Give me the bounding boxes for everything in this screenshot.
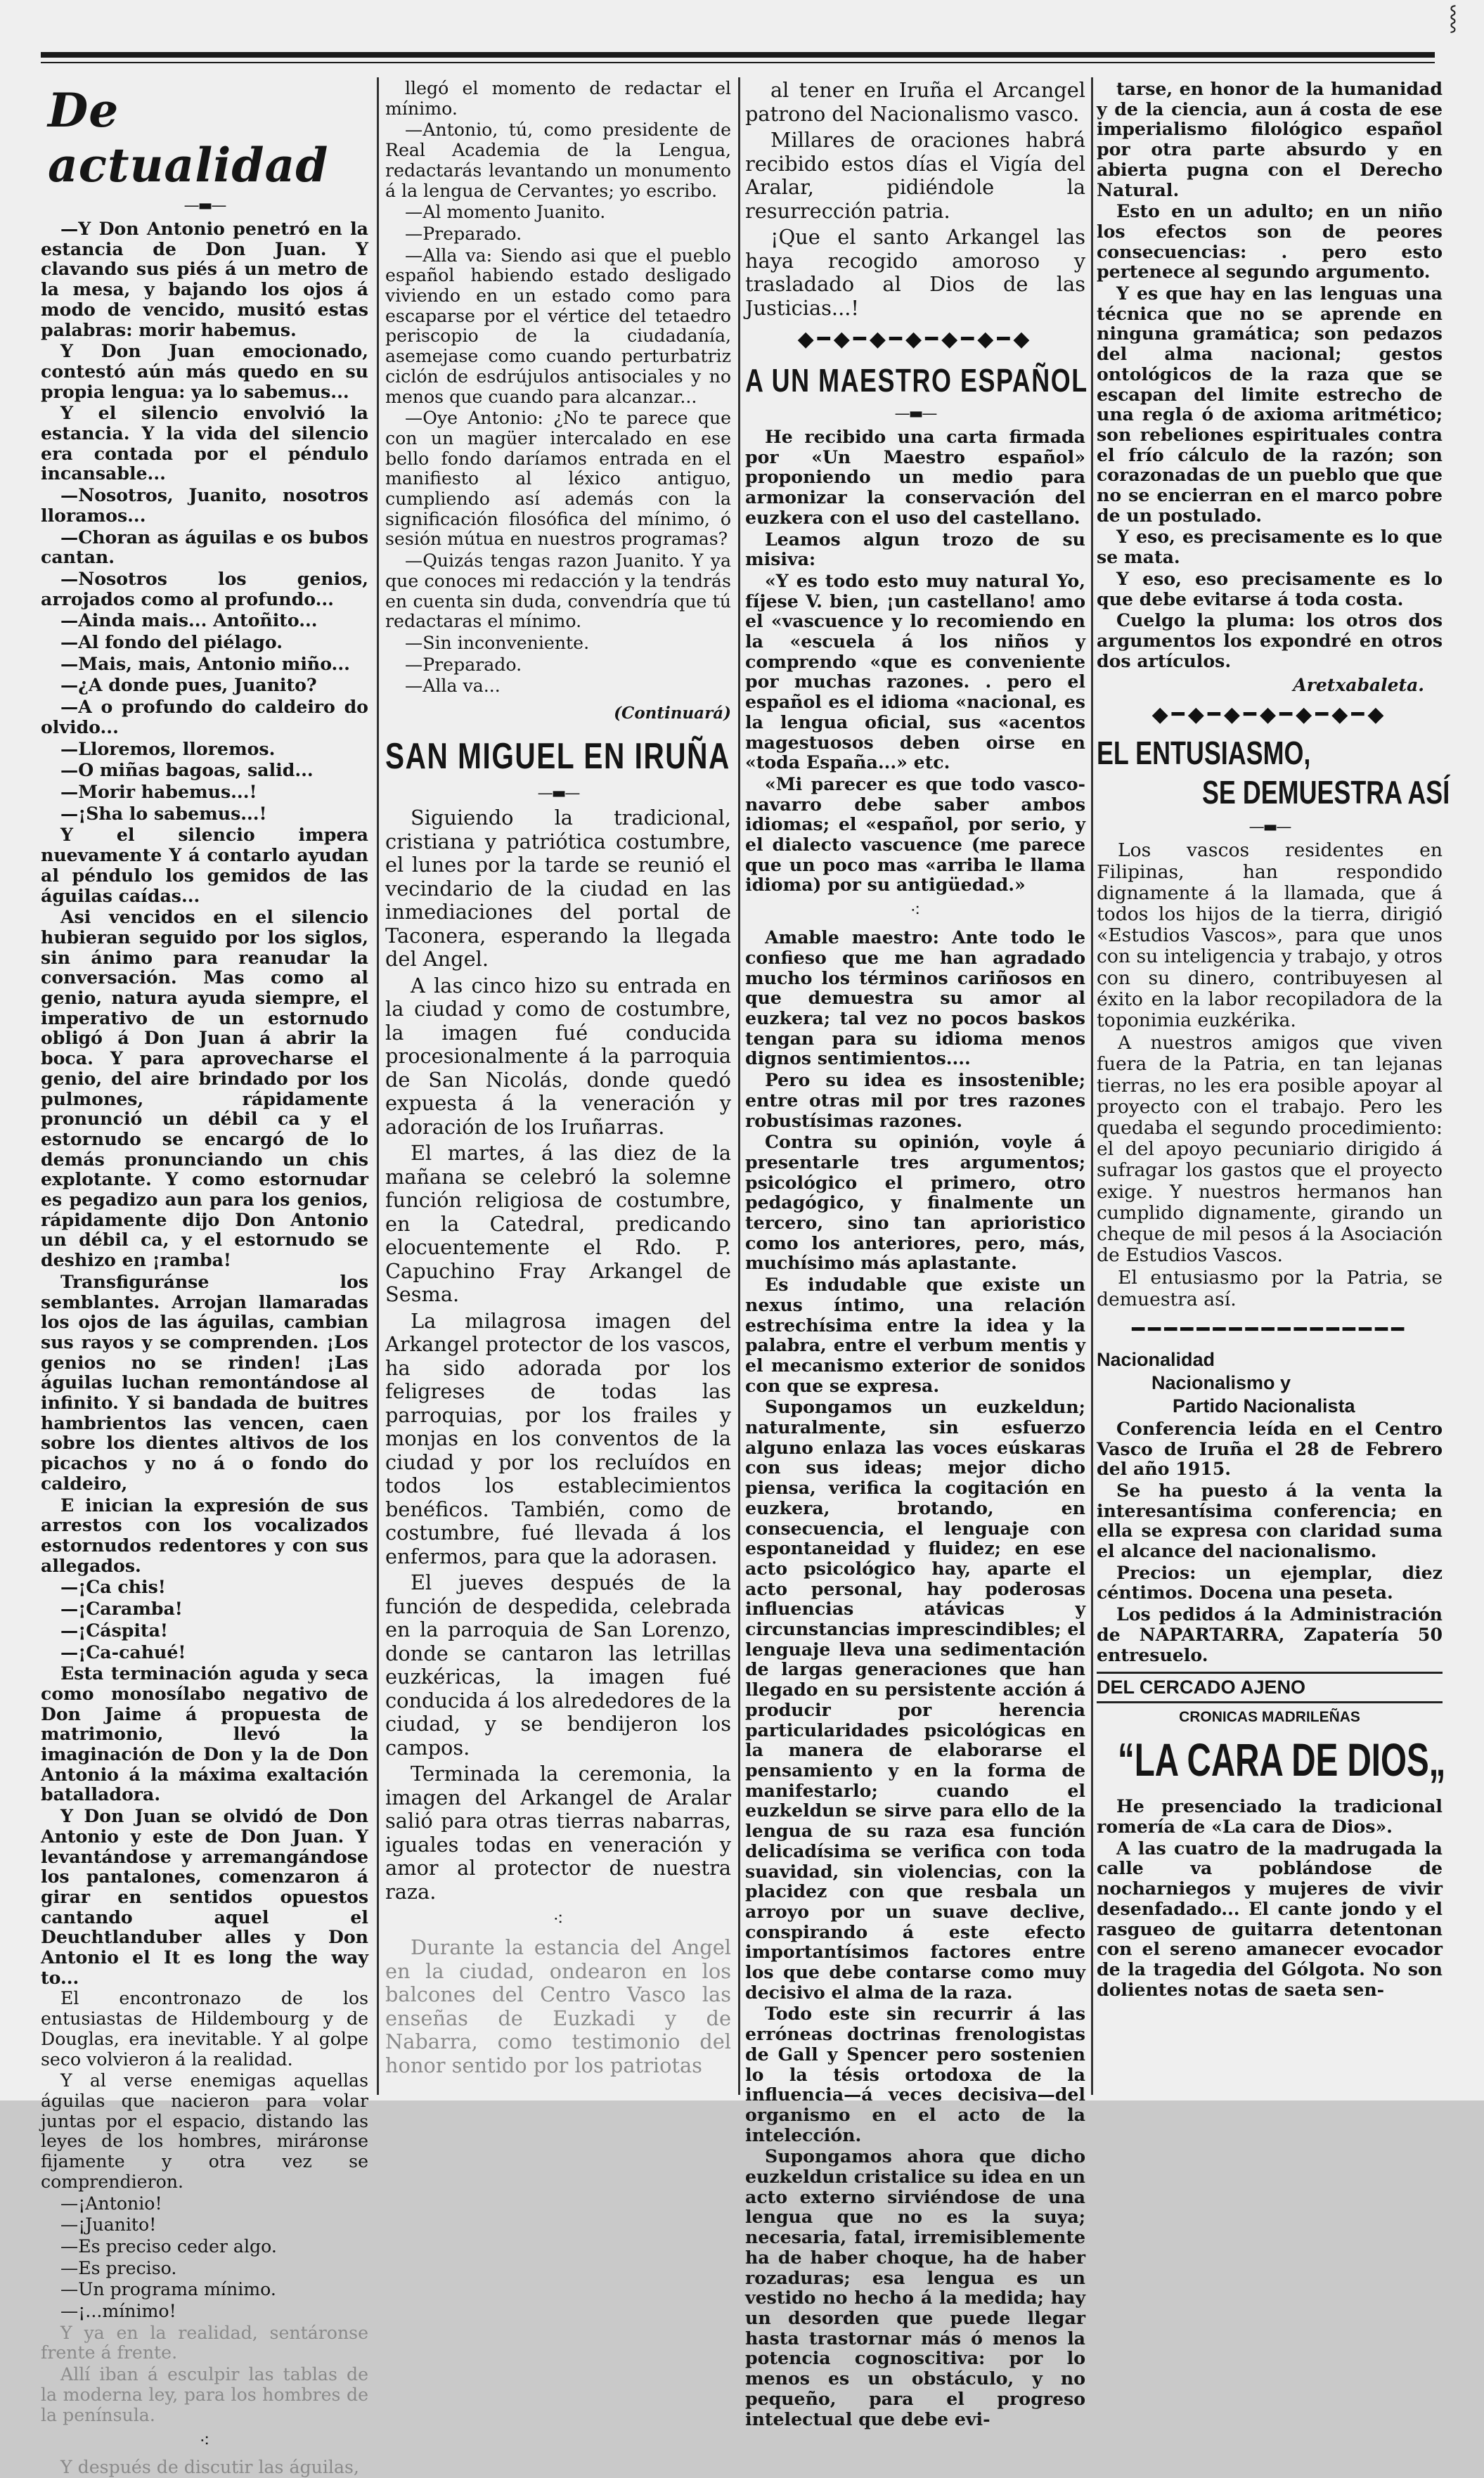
paragraph: —Preparado.	[405, 654, 522, 675]
paragraph: Conferencia leída en el Centro Vasco de Iruña el 28 de Febrero del año 1915.	[1097, 1417, 1443, 1480]
separator-dots: ⁖	[553, 1909, 564, 1931]
paragraph: —¡Antonio!	[60, 2193, 162, 2214]
paragraph: Y eso, es precisamente es lo que se mata.	[1097, 526, 1443, 568]
separator-dots: ⁖	[199, 2431, 210, 2453]
paragraph: El entusiasmo por la Patria, se demuestra así.	[1097, 1267, 1443, 1310]
author-signature: Aretxabaleta.	[1293, 675, 1424, 696]
paragraph: —Mais, mais, Antonio miño...	[60, 652, 350, 674]
paragraph: Leamos algun trozo de su misiva:	[745, 528, 1085, 570]
ornament-rule: ◆━◆━◆━◆━◆━◆━◆	[1151, 702, 1388, 728]
section-kicker: CRONICAS MADRILEÑAS	[1179, 1709, 1360, 1726]
column-2	[385, 79, 731, 2093]
paragraph: —Ainda mais... Antoñito...	[60, 609, 318, 631]
title-dash-ornament: —▬—	[1249, 818, 1291, 837]
paragraph: El encontronazo de los entusiastas de Hildembourg y de Douglas, era inevitable. Y al golpe seco volvieron á la realidad.	[41, 1988, 368, 2070]
paragraph: —Antonio, tú, como presidente de Real Academia de la Lengua, redactarás levantando un monumento á la lengua de Cervantes; yo escribo.	[385, 120, 731, 201]
paragraph: —Alla va: Siendo asi que el pueblo español habiendo estado desligado viviendo en un estado como para escaparse por el vértice del tetaedro periscopio de la ciudadanía, asemejase como cuando perturbatriz ciclón de esdrújulos antisociales y no menos que cuando para alcanzar...	[385, 245, 731, 407]
paragraph: ¡Que el santo Arkangel las haya recogido amoroso y trasladado al Dios de las Justicias...!	[745, 225, 1085, 320]
paragraph: —Y Don Antonio penetró en la estancia de Don Juan. Y clavando sus piés á un metro de la mesa, y bajando los ojos á modo de vencido, musitó estas palabras: morir habemus.	[41, 218, 368, 340]
paragraph: Y Don Juan emocionado, contestó aún más quedo en su propia lengua: ya lo sabemus...	[41, 340, 368, 402]
paragraph: —Oye Antonio: ¿No te parece que con un magüer intercalado en ese bello fondo daríamos entrada en el manifiesto al léxico antiguo, cumpliendo así además con la significación filosófica del mínimo, ó sesión mútua en nuestros programas?	[385, 408, 731, 550]
paragraph: Se ha puesto á la venta la interesantísima conferencia; en ella se expresa con claridad suma el alcance del nacionalismo.	[1097, 1479, 1443, 1562]
paragraph: llegó el momento de redactar el mínimo.	[385, 78, 731, 119]
paragraph: La milagrosa imagen del Arkangel protector de los vascos, ha sido adorada por los feligreses de todas las parroquias, por los frailes y monjas en los conventos de la ciudad y por los recluídos en todos los establecimientos benéficos. También, como de costumbre, fué llevada á los enfermos, para que la adorasen.	[385, 1308, 731, 1568]
paragraph: —Al fondo del piélago.	[60, 631, 283, 653]
paragraph: Amable maestro: Ante todo le confieso que me han agradado mucho los términos cariñosos en que demuestra su amor al euzkera; tal vez no pocos baskos tengan para su idioma menos dignos sentimientos....	[745, 927, 1085, 1069]
masthead-rule-thin	[41, 62, 1435, 63]
paragraph: —Alla va...	[405, 676, 501, 697]
column-divider	[1091, 77, 1093, 2095]
paragraph: —Un programa mínimo.	[60, 2279, 276, 2300]
paragraph: Todo este sin recurrir á las erróneas doctrinas frenologistas de Gall y Spencer pero sostenien lo la tésis ortodoxa de la influencia—á veces decisiva—del organismo en el acto de la intelección.	[745, 2003, 1085, 2145]
paragraph: —Quizás tengas razon Juanito. Y ya que conoces mi redacción y la tendrás en cuenta sin duda, convendría que tú redactaras el mínimo.	[385, 550, 731, 632]
paragraph: —¡Juanito!	[60, 2214, 157, 2235]
paragraph: Allí iban á esculpir las tablas de la moderna ley, para los hombres de la península.	[41, 2364, 368, 2425]
article-title-actualidad: De actualidad	[48, 83, 329, 193]
paragraph: A las cinco hizo su entrada en la ciudad y como de costumbre, la imagen fué conducida procesionalmente á la parroquia de San Nicolás, donde quedó expuesta á la veneración y adoración de los Iruñarras.	[385, 973, 731, 1139]
paragraph: —Al momento Juanito.	[405, 202, 606, 223]
paragraph: El martes, á las diez de la mañana se celebró la solemne función religiosa de costumbre, en la Catedral, predicando elocuentemente el Rdo. P. Capuchino Fray Arkangel de Sesma.	[385, 1141, 731, 1307]
article-title-maestro: A UN MAESTRO ESPAÑOL	[745, 362, 1088, 399]
paragraph: —O miñas bagoas, salid...	[60, 759, 314, 781]
notice-heading: Nacionalismo y	[1151, 1372, 1291, 1393]
paragraph: —¡Cáspita!	[60, 1619, 168, 1641]
paragraph: —¡Caramba!	[60, 1598, 183, 1620]
paragraph: Pero su idea es insostenible; entre otras mil por tres razones robustísimas razones.	[745, 1069, 1085, 1131]
paragraph: —Nosotros los genios, arrojados como al profundo...	[41, 567, 368, 609]
paragraph: Y Don Juan se olvidó de Don Antonio y este de Don Juan. Y levantándose y arremangándose los pantalones, comenzaron á girar en sentidos opuestos cantando aquel el Deuchtlanduber alles y Don Antonio el It es long the way to...	[41, 1805, 368, 1988]
paragraph: Es indudable que existe un nexus íntimo, una relación estrechísima entre la idea y la palabra, entre el verbum mentis y el mecanismo exterior de sonidos con que se expresa.	[745, 1274, 1085, 1396]
paragraph: Y al verse enemigas aquellas águilas que nacieron para volar juntas por el espacio, distando las leyes de los hombres, miráronse fijamente y otra vez se comprendieron.	[41, 2070, 368, 2192]
title-dash-ornament: —▬—	[183, 197, 226, 214]
paragraph: He presenciado la tradicional romería de «La cara de Dios».	[1097, 1795, 1443, 1837]
column-1	[41, 79, 368, 2478]
ornament-rule: ◆━◆━◆━◆━◆━◆━◆	[797, 327, 1033, 351]
paragraph: —¡Ca chis!	[60, 1576, 166, 1598]
paragraph: —¡Sha lo sabemus...!	[60, 802, 267, 824]
paragraph: Contra su opinión, voyle á presentarle tres argumentos; psicológico el primero, otro pedagógico, y finalmente un tercero, sino tan aprioristico como los anteriores, pero, más, muchísimo más aplastante.	[745, 1131, 1085, 1274]
paragraph: Y el silencio envolvió la estancia. Y la vida del silencio era contada por el péndulo incansable...	[41, 402, 368, 484]
paragraph: Durante la estancia del Angel en la ciudad, ondearon en los balcones del Centro Vasco las enseñas de Euzkadi y de Nabarra, como testimonio del honor sentido por los patriotas	[385, 1935, 731, 2077]
paragraph: He recibido una carta firmada por «Un Maestro español» proponiendo un medio para armonizar la conservación del euzkera con el uso del castellano.	[745, 426, 1085, 528]
masthead-rule	[41, 52, 1435, 58]
paragraph: Y ya en la realidad, sentáronse frente á frente.	[41, 2322, 368, 2363]
paragraph: Supongamos un euzkeldun; naturalmente, sin esfuerzo alguno enlaza las voces eúskaras con sus ideas; mejor dicho piensa, verifica la cogitación en euzkera, brotando, en consecuencia, el lenguaje con espontaneidad y fluidez; en ese acto psicológico hay, aparte el acto personal, hay poderosas influencias atávicas y circunstancias imprescindibles; el lenguaje lleva una sedimentación de largas generaciones que han llegado en su persistente acción á producir por herencia particularidades psicológicas en la manera de elaborarse el pensamiento y en la forma de manifestarlo; cuando el euzkeldun se sirve para ello de la lengua de su raza esa función delicadísima se verifica con toda suavidad, sin violencias, con la placidez con que resbala un arroyo por un suave declive, conspirando á este efecto importantísimos factores entre los que debe contarse como muy decisivo el alma de la raza.	[745, 1396, 1085, 2003]
article-title-entusiasmo-line2: SE DEMUESTRA ASÍ	[1202, 774, 1450, 811]
paragraph: —¿A donde pues, Juanito?	[60, 674, 317, 696]
continued-note: (Continuará)	[614, 704, 731, 723]
paragraph: Los pedidos á la Administración de NAPARTARRA, Zapatería 50 entresuelo.	[1097, 1603, 1443, 1665]
separator-dots: ⁖	[910, 901, 921, 922]
paragraph: Y el silencio impera nuevamente Y á contarlo ayudan al péndulo los gemidos de las águilas caídas...	[41, 824, 368, 906]
paragraph: Esta terminación aguda y seca como monosílabo negativo de Don Jaime á propuesta de matrimonio, llevó la imaginación de Don y la de Don Antonio á la máxima exaltación batalladora.	[41, 1663, 368, 1805]
paragraph: Asi vencidos en el silencio hubieran seguido por los siglos, sin ánimo para reanudar la conversación. Mas como al genio, natura ayuda siempre, el imperativo de un estornudo obligó á Don Juan á abrir la boca. Y para aprovecharse el genio, del aire brindado por los pulmones, rápidamente pronunció un débil ca y el estornudo se encargó de lo demás pronunciando un chis explotante. Y como estornudar es pegadizo aun para los genios, rápidamente dijo Don Antonio un débil ca, y el estornudo se deshizo en ¡ramba!	[41, 906, 368, 1271]
paragraph: Los vascos residentes en Filipinas, han respondido dignamente á la llamada, que á todos los hijos de la tierra, dirigió «Estudios Vascos», para que unos con su inteligencia y trabajo, y otros con su dinero, contribuyesen al éxito en la labor recopiladora de la toponimia euzkérika.	[1097, 839, 1443, 1032]
paragraph: A nuestros amigos que viven fuera de la Patria, en tan lejanas tierras, no les era posible apoyar al proyecto con el trabajo. Pero les quedaba el segundo procedimiento: el del apoyo pecuniario dirigido á sufragar los gastos que el proyecto exige. Y nuestros hermanos han cumplido dignamente, girando un cheque de mil pesos á la Asociación de Estudios Vascos.	[1097, 1032, 1443, 1267]
paragraph: Y después de discutir las águilas,	[60, 2457, 359, 2478]
paragraph: Cuelgo la pluma: los otros dos argumentos los expondré en otros dos artículos.	[1097, 609, 1443, 671]
paragraph: «Y es todo esto muy natural Yo, fíjese V. bien, ¡un castellano! amo el «vascuence y lo recomiendo en la «escuela á los niños y comprendo «que es conveniente por muchas razones. . pero el español es el idioma «nacional, es la lengua oficial, sus «acentos magestuosos deben oirse en «toda España...» etc.	[745, 569, 1085, 773]
ornament-rule: ━━━━━━━━━━━━━━━━━	[1131, 1317, 1408, 1342]
column-4	[1097, 78, 1450, 2093]
section-label: DEL CERCADO AJENO	[1097, 1677, 1306, 1698]
paragraph: —A o profundo do caldeiro do olvido...	[41, 696, 368, 737]
notice-heading: Nacionalidad	[1097, 1348, 1215, 1370]
paragraph: —Choran as águilas e os bubos cantan.	[41, 526, 368, 568]
paragraph: —Lloremos, lloremos.	[60, 737, 276, 759]
paragraph: Supongamos ahora que dicho euzkeldun cristalice su idea en un acto externo sirviéndose de una lengua que no es la suya; necesaria, fatal, irremisiblemente ha de haber choque, ha de haber rozaduras; esa lengua es un vestido no hecho á la medida; hay un desorden que puede llegar hasta trastornar más ó menos la potencia cognoscitiva: por lo menos es un obstáculo, y no pequeño, para el progreso intelectual que debe evi-	[745, 2145, 1085, 2429]
paragraph: Precios: un ejemplar, diez céntimos. Docena una peseta.	[1097, 1561, 1443, 1603]
paragraph: Siguiendo la tradicional, cristiana y patriótica costumbre, el lunes por la tarde se reunió el vecindario de la ciudad en las inmediaciones del portal de Taconera, esperando la llegada del Angel.	[385, 806, 731, 972]
paragraph: Y eso, eso precisamente es lo que debe evitarse á toda costa.	[1097, 567, 1443, 609]
article-title-entusiasmo: EL ENTUSIASMO,	[1097, 735, 1311, 772]
paragraph: —Preparado.	[405, 223, 522, 244]
title-dash-ornament: —▬—	[537, 785, 579, 803]
scan-mark: ⸾	[1448, 4, 1457, 32]
article-title-san-miguel: SAN MIGUEL EN IRUÑA	[385, 736, 730, 777]
title-dash-ornament: —▬—	[894, 405, 936, 422]
paragraph: E inician la expresión de sus arrestos con los vocalizados estornudos redentores y con sus allegados.	[41, 1494, 368, 1576]
paragraph: «Mi parecer es que todo vasco-navarro debe saber ambos idiomas; el «español, por serio, y el dialecto vascuence (me parece que un poco mas «arriba le llama idioma) por su antigüedad.»	[745, 773, 1085, 896]
paragraph: tarse, en honor de la humanidad y de la ciencia, aun á costa de ese imperialismo filológico español por otra parte absurdo y en abierta pugna con el Derecho Natural.	[1097, 78, 1443, 200]
paragraph: —Morir habemus...!	[60, 780, 257, 802]
paragraph: —Sin inconveniente.	[405, 632, 590, 653]
column-divider	[738, 77, 740, 2095]
paragraph: Esto en un adulto; en un niño los efectos son de peores consecuencias: . pero esto pertenece al segundo argumento.	[1097, 200, 1443, 283]
paragraph: A las cuatro de la madrugada la calle va poblándose de nocharniegos y mujeres de vivir desenfadado... El cante jondo y el rasgueo de guitarra detentonan con el sereno amanecer evocador de la tragedia del Gólgota. No son dolientes notas de saeta sen-	[1097, 1837, 1443, 2000]
paragraph: Transfiguránse los semblantes. Arrojan llamaradas los ojos de las águilas, cambian sus rayos y se comprenden. ¡Los genios no se rinden! ¡Las águilas luchan remontándose al infinito. Y si bandada de buitres hambrientos las vencen, caen sobre los dientes altivos de los picachos y no á o fondo do caldeiro,	[41, 1270, 368, 1494]
paragraph: —Es preciso ceder algo.	[60, 2235, 277, 2257]
paragraph: Terminada la ceremonia, la imagen del Arkangel de Aralar salió para otras tierras nabarras, iguales todas en veneración y amor al protector de nuestra raza.	[385, 1762, 731, 1904]
paragraph: El jueves después de la función de despedida, celebrada en la parroquia de San Lorenzo, donde se cantaron las letrillas euzkéricas, la imagen fué conducida á los alrededores de la ciudad, y se bendijeron los campos.	[385, 1570, 731, 1760]
paragraph: Millares de oraciones habrá recibido estos días el Vigía del Aralar, pidiéndole la resurrección patria.	[745, 128, 1085, 223]
article-title-cara-de-dios: “LA CARA DE DIOS„	[1118, 1734, 1446, 1786]
paragraph: al tener en Iruña el Arcangel patrono del Nacionalismo vasco.	[745, 78, 1085, 126]
column-3	[745, 78, 1088, 2429]
paragraph: —¡Ca-cahué!	[60, 1641, 186, 1663]
paragraph: Y es que hay en las lenguas una técnica que no se aprende en ninguna gramática; son pedazos del alma nacional; gestos ontológicos de la raza que se escapan del limite estrecho de una regla ó de axioma aritmético; son rebeliones espirituales contra el frío cálculo de la razón; son corazonadas de un pueblo que que no se encierran en el marco pobre de un postulado.	[1097, 283, 1443, 526]
notice-heading: Partido Nacionalista	[1173, 1395, 1355, 1417]
paragraph: —¡...mínimo!	[60, 2301, 176, 2322]
paragraph: —Nosotros, Juanito, nosotros lloramos...	[41, 484, 368, 526]
section-box	[1097, 1672, 1443, 1703]
column-divider	[377, 77, 379, 2095]
paragraph: —Es preciso.	[60, 2257, 177, 2278]
